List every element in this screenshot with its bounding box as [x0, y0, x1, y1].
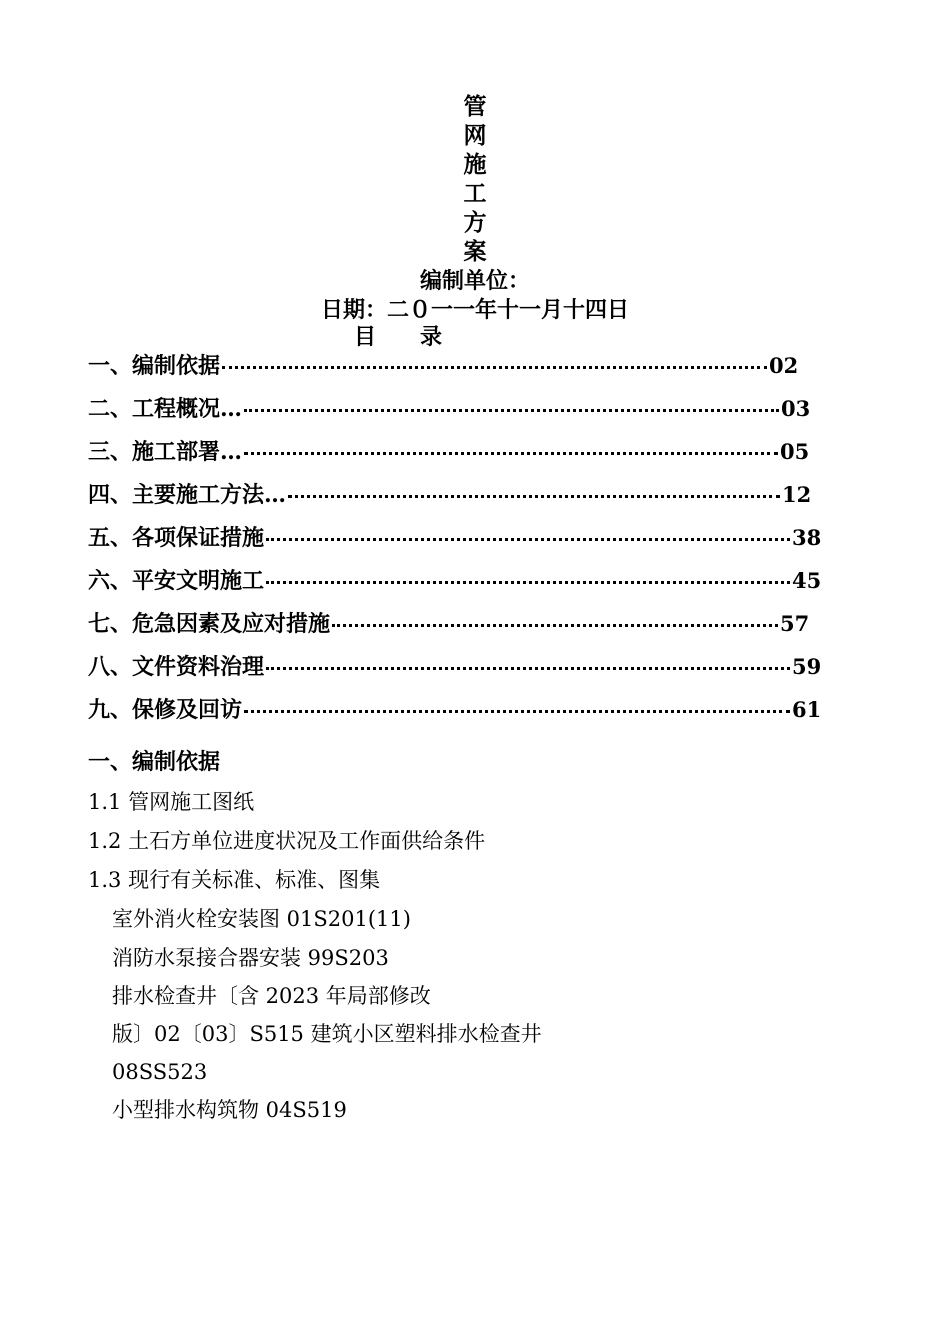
toc-entry-page: 57: [780, 611, 810, 636]
standard-item: 排水检查井〔含 2023 年局部修改: [112, 984, 431, 1008]
title-char: 网: [463, 122, 487, 149]
toc-heading: 目 录: [354, 324, 443, 350]
toc-leader-dots: [266, 667, 790, 670]
toc-leader-dots: [244, 409, 779, 412]
toc-entry-label: 七、危急因素及应对措施: [88, 611, 331, 637]
toc-leader-dots: [244, 710, 790, 713]
compiling-unit-label: 编制单位：: [419, 268, 530, 294]
basis-item: 1.3 现行有关标准、标准、图集: [88, 868, 381, 892]
toc-leader-dots: [244, 452, 778, 455]
toc-leader-dots: [266, 581, 790, 584]
title-char: 施: [463, 151, 487, 178]
toc-leader-dots: [332, 624, 778, 627]
toc-entry-label: 二、工程概况…: [88, 396, 243, 422]
toc-entry-label: 三、施工部署…: [88, 439, 243, 465]
toc-entry-label: 九、保修及回访: [88, 697, 243, 723]
standard-item: 版〕02〔03〕S515 建筑小区塑料排水检查井: [112, 1022, 542, 1046]
section-heading: 一、编制依据: [88, 749, 221, 775]
toc-entry-page: 59: [792, 654, 822, 679]
toc-entry-page: 03: [781, 396, 811, 421]
toc-entry-label: 六、平安文明施工: [88, 568, 265, 594]
toc-entry-page: 45: [792, 568, 822, 593]
date-line: 日期：二０一一年十一月十四日: [320, 297, 629, 323]
standard-item: 消防水泵接合器安装 99S203: [112, 946, 389, 970]
title-char: 方: [463, 209, 487, 236]
toc-leader-dots: [266, 538, 790, 541]
title-char: 案: [463, 238, 487, 265]
toc-entry-label: 五、各项保证措施: [88, 525, 265, 551]
standard-item: 08SS523: [112, 1060, 208, 1084]
toc-entry-page: 12: [782, 482, 812, 507]
title-char: 管: [463, 93, 487, 120]
toc-entry-label: 八、文件资料治理: [88, 654, 265, 680]
toc-leader-dots: [288, 495, 780, 498]
standard-item: 室外消火栓安装图 01S201(11): [112, 907, 411, 931]
toc-leader-dots: [222, 366, 767, 369]
title-char: 工: [463, 180, 487, 207]
toc-entry-label: 一、编制依据: [88, 353, 221, 379]
toc-entry-page: 05: [780, 439, 810, 464]
toc-entry-label: 四、主要施工方法…: [88, 482, 287, 508]
toc-entry-page: 61: [792, 697, 822, 722]
basis-item: 1.1 管网施工图纸: [88, 790, 255, 814]
toc-entry-page: 38: [792, 525, 822, 550]
toc-entry-page: 02: [769, 353, 799, 378]
standard-item: 小型排水构筑物 04S519: [112, 1098, 347, 1122]
basis-item: 1.2 土石方单位进度状况及工作面供给条件: [88, 829, 486, 853]
